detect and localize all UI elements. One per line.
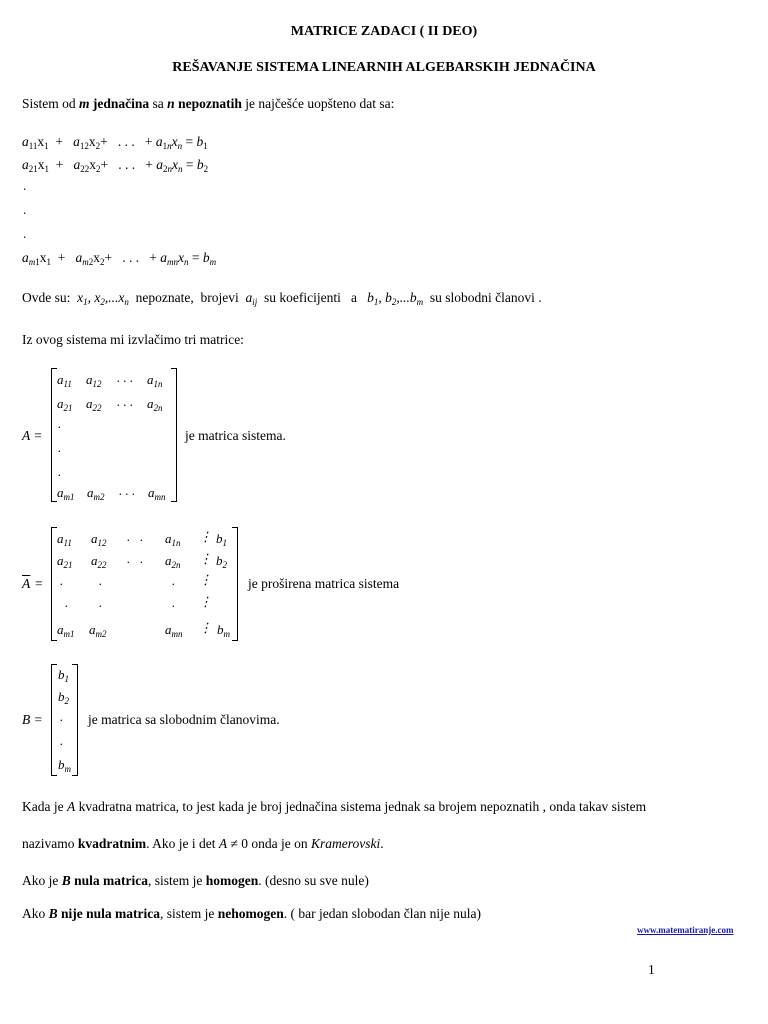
para2-text-2: . Ako je i det <box>146 836 219 851</box>
para2-kramerovski: Kramerovski <box>311 836 381 851</box>
matrix-b-desc: je matrica sa slobodnim članovima. <box>88 712 280 727</box>
matrix-b: $b_1$ $b_2$ . . $b_m$ <box>51 664 78 776</box>
page-title: MATRICE ZADACI ( II DEO) <box>290 24 478 39</box>
matrix-abar-equals: = <box>35 576 43 591</box>
para3-homogen: homogen <box>205 873 259 888</box>
left-bracket <box>51 664 57 776</box>
para3-text-1: Ako je <box>22 873 62 888</box>
matrix-a: $a_{11}$ $a_{12}$ . . . $a_{1n}$ $a_{21}$ $a_{22}$ . . . $a_{2n}$ . . . $a_{m1}$ $a_{m2}$ . . . $a_{mn}$ <box>51 368 177 502</box>
para2-a: A <box>218 836 228 851</box>
equation-row-1: $a_{11}x_1 + a_{12}x_2+$ . . . + $a_{1n}x_n = b_1$ <box>22 134 208 151</box>
matrix-abar-desc: je proširena matrica sistema <box>248 576 400 591</box>
paragraph-nehomogen <box>22 906 481 922</box>
unknowns-list: $x_1$, $x_2,...x_n$ <box>77 290 129 307</box>
vertical-dot-3: . <box>23 226 27 241</box>
ovde-slob: su slobodni članovi . <box>429 290 542 305</box>
para2-text-3: onda je on <box>248 836 312 851</box>
para4-text-2: , sistem je <box>160 906 218 921</box>
intro-line <box>22 96 394 112</box>
intro-jednacina: jednačina <box>89 96 150 111</box>
intro-nepoznatih: nepoznatih <box>174 96 242 111</box>
para4-text-3: . ( bar jedan slobodan član nije nula) <box>283 906 481 921</box>
equation-row-m: $a_{m1}x_1 + a_{m2}x_2+$ . . . + $a_{mn}x_n = b_m$ <box>22 250 217 267</box>
para1-text-2: kvadratna matrica, to jest kada je broj jednačina sistema jednak sa brojem nepoznatih , onda takav sistem <box>75 799 647 814</box>
para3-text-3: . (desno su sve nule) <box>258 873 369 888</box>
matrix-abar-label: $\overline{A}$ <box>22 576 31 591</box>
right-bracket <box>171 368 177 502</box>
paragraph-kramerovski <box>22 836 384 852</box>
para3-b: B <box>61 873 71 888</box>
para1-text-1: Kada je <box>22 799 67 814</box>
matrix-a-desc: je matrica sistema. <box>185 428 286 443</box>
para4-text-1: Ako <box>22 906 49 921</box>
matrix-b-label: B = <box>22 712 43 727</box>
free-terms-list: $b_1$, $b_2,...b_m$ <box>367 290 424 307</box>
izvlacimo-line: Iz ovog sistema mi izvlačimo tri matrice: <box>22 332 244 347</box>
intro-text-2: sa <box>149 96 168 111</box>
intro-m: m <box>79 96 90 111</box>
ovde-nepoznate: nepoznate, <box>135 290 194 305</box>
para2-kvadratnim: kvadratnim <box>77 836 147 851</box>
para4-b: B <box>48 906 58 921</box>
intro-text-1: Sistem od <box>22 96 80 111</box>
para2-text-4: . <box>380 836 384 851</box>
matrix-abar: $a_{11}$ $a_{12}$ . . $a_{1n}$ ⋮ $b_1$ $a_{21}$ $a_{22}$ . . $a_{2n}$ ⋮ $b_2$ . . . ⋮ . . . ⋮ $a_{m1}$ $a_{m2}$ $a_{mn}$ ⋮ $b_m$ <box>51 527 238 641</box>
para2-neq: ≠ 0 <box>227 836 249 851</box>
right-bracket <box>232 527 238 641</box>
page-number: 1 <box>648 962 655 977</box>
matrix-a-label: A = <box>22 428 43 443</box>
intro-n: n <box>167 96 175 111</box>
paragraph-kvadratna <box>22 799 646 815</box>
website-link[interactable]: www.matematiranje.com <box>637 925 734 935</box>
ovde-a: a <box>350 290 357 305</box>
ovde-brojevi: brojevi <box>200 290 239 305</box>
vertical-dot-1: . <box>23 178 27 193</box>
vertical-dot-2: . <box>23 202 27 217</box>
right-bracket <box>72 664 78 776</box>
para4-nehomogen: nehomogen <box>217 906 284 921</box>
ovde-koef: su koeficijenti <box>263 290 341 305</box>
para3-text-2: , sistem je <box>148 873 206 888</box>
para1-a: A <box>66 799 76 814</box>
equation-row-2: $a_{21}x_1 + a_{22}x_2+$ . . . + $a_{2n}x_n = b_2$ <box>22 157 209 174</box>
para2-text-1: nazivamo <box>22 836 78 851</box>
ovde-line <box>22 290 542 306</box>
para3-nula-matrica: nula matrica <box>70 873 149 888</box>
coefficient-symbol: $a_{ij}$ <box>245 290 258 307</box>
left-bracket <box>51 368 57 502</box>
page-subtitle: REŠAVANJE SISTEMA LINEARNIH ALGEBARSKIH JEDNAČINA <box>172 60 596 75</box>
para4-nije-nula-matrica: nije nula matrica <box>57 906 161 921</box>
intro-text-3: je najčešće uopšteno dat sa: <box>241 96 395 111</box>
ovde-lead: Ovde su: <box>22 290 71 305</box>
paragraph-homogen <box>22 873 369 889</box>
